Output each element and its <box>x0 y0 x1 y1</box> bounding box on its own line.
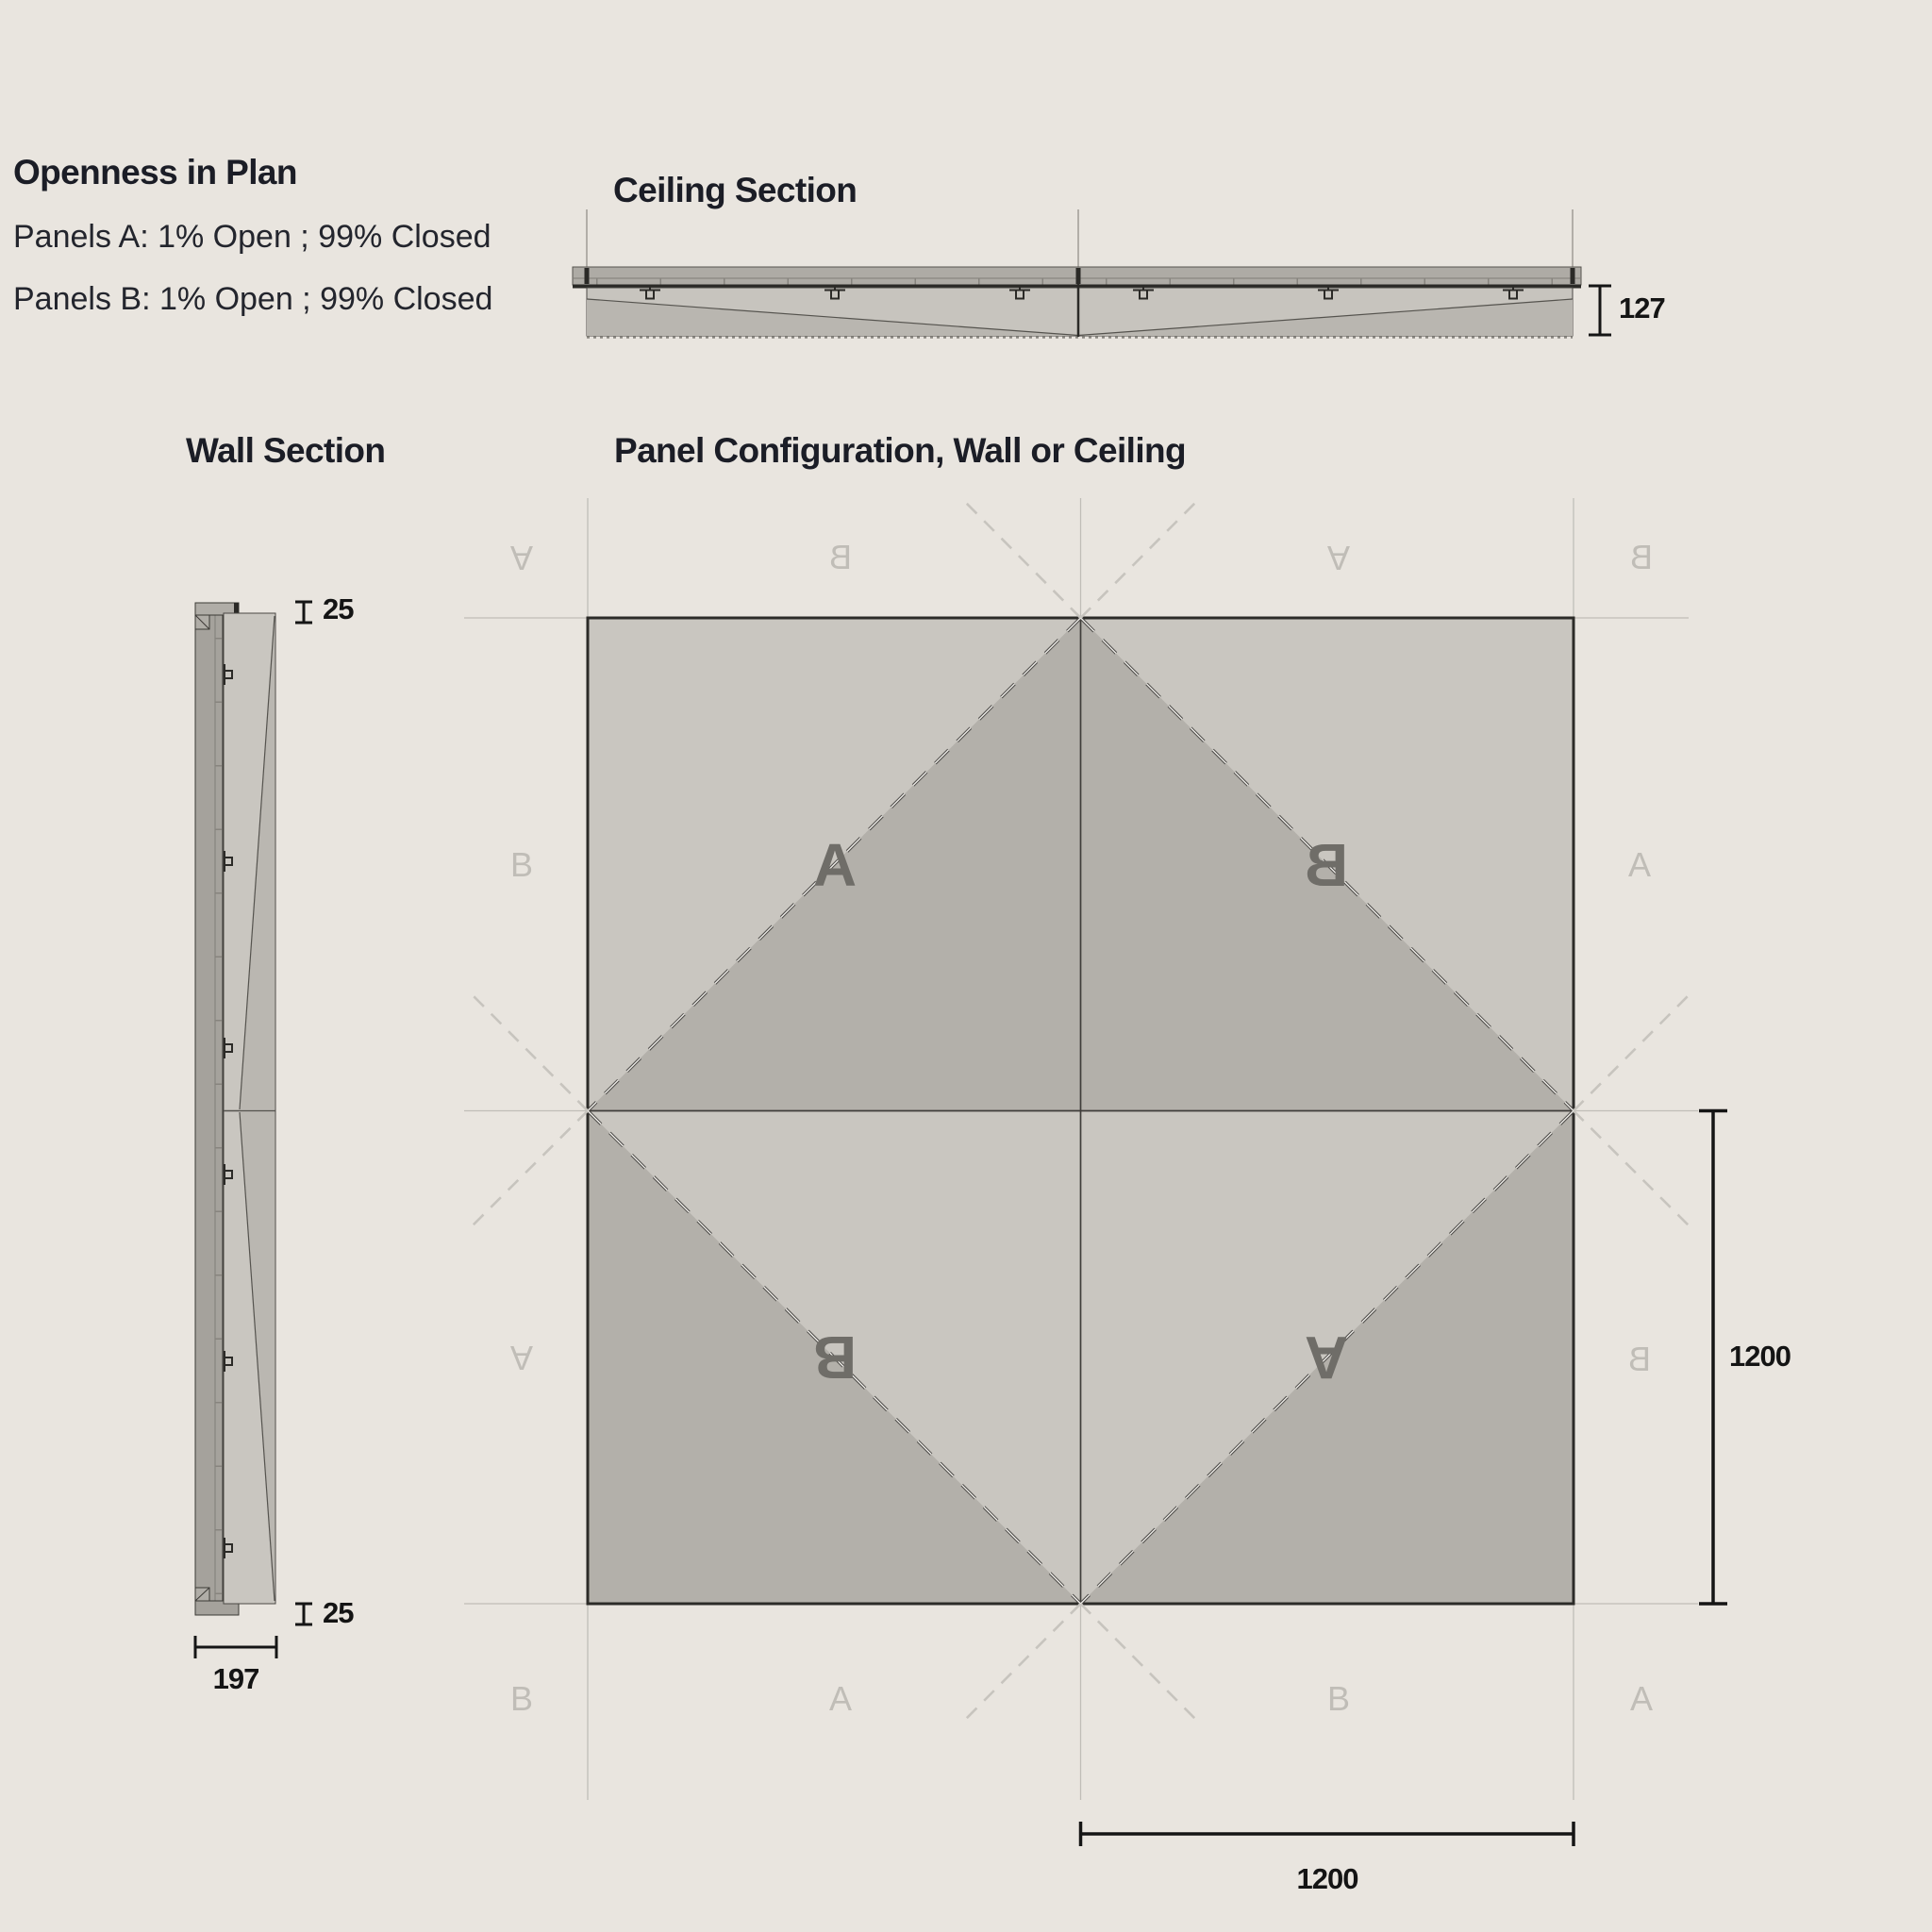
ghost-letter: B <box>509 845 534 884</box>
panel-letter-b-top-right: B <box>1304 831 1349 899</box>
ghost-letter: A <box>1326 539 1351 577</box>
dim-label-127: 127 <box>1619 291 1665 325</box>
openness-title: Openness in Plan <box>13 153 297 192</box>
ghost-letter: A <box>509 539 534 577</box>
openness-line-panels-b: Panels B: 1% Open ; 99% Closed <box>13 281 493 317</box>
dim-label-25-top: 25 <box>323 592 354 625</box>
panel-config-title: Panel Configuration, Wall or Ceiling <box>614 431 1187 470</box>
wall-width-dimension <box>195 1636 276 1658</box>
wall-section-title: Wall Section <box>186 431 386 470</box>
panel-letter-b-bottom-left: B <box>812 1324 858 1391</box>
ghost-letter: B <box>1629 538 1654 576</box>
ghost-letter: A <box>1627 845 1652 884</box>
wall-reveal-marker-bottom <box>295 1604 312 1624</box>
panel-configuration-drawing <box>464 498 1727 1846</box>
ceiling-section-title: Ceiling Section <box>613 171 858 209</box>
ceiling-depth-dimension <box>1589 286 1611 335</box>
panel-letter-a-top-left: A <box>812 831 858 899</box>
ghost-letter: A <box>509 1339 534 1377</box>
panel-letter-a-bottom-right: A <box>1304 1324 1349 1391</box>
openness-line-panels-a: Panels A: 1% Open ; 99% Closed <box>13 219 491 255</box>
ghost-letter: B <box>509 1679 534 1718</box>
dim-label-25-bottom: 25 <box>323 1596 354 1629</box>
ghost-letter: B <box>1326 1679 1351 1718</box>
panel-width-dimension <box>1081 1822 1574 1846</box>
wall-section-drawing <box>195 602 312 1658</box>
dim-label-197: 197 <box>212 1662 259 1695</box>
ghost-letter: A <box>828 1679 853 1718</box>
ghost-letter: B <box>1627 1340 1652 1378</box>
wall-reveal-marker-top <box>295 602 312 623</box>
dim-label-1200-height: 1200 <box>1729 1340 1790 1373</box>
ghost-letter: B <box>828 538 853 576</box>
dim-label-1200-width: 1200 <box>1296 1862 1358 1895</box>
panel-height-dimension <box>1699 1111 1727 1605</box>
ghost-letter: A <box>1629 1679 1654 1718</box>
wall-rail <box>195 606 223 1613</box>
ceiling-section-drawing <box>573 209 1611 338</box>
